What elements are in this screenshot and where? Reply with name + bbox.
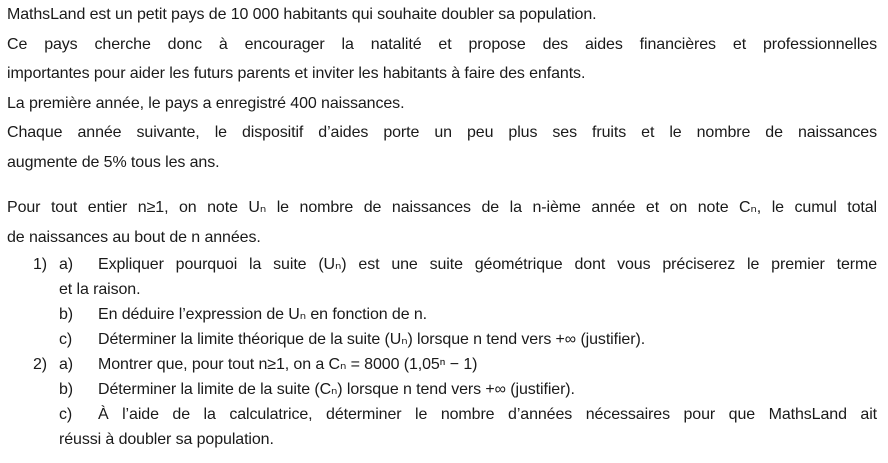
intro-paragraph-1 — [7, 0, 877, 30]
text-line: réussi à doubler sa population. — [59, 431, 274, 448]
question-number: 1) — [33, 256, 48, 273]
text-line — [59, 402, 877, 427]
intro-paragraph-2 — [7, 30, 877, 89]
question-text: Déterminer la limite théorique de la suite (Uₙ) lorsque n tend vers +∞ (justifier). — [98, 331, 646, 348]
question-number: 2) — [33, 356, 48, 373]
question-letter: a) — [59, 356, 74, 373]
question-text: Déterminer la limite de la suite (Cₙ) lorsque n tend vers +∞ (justifier). — [98, 381, 575, 398]
question-list — [7, 252, 877, 452]
question-item-2a — [7, 352, 877, 377]
text-line: importantes pour aider les futurs parents et inviter les habitants à faire des enfants. — [7, 65, 586, 82]
question-text: Montrer que, pour tout n≥1, on a Cₙ = 8000 (1,05ⁿ − 1) — [98, 356, 478, 373]
text-line: et la raison. — [59, 281, 141, 298]
notation-paragraph — [7, 193, 877, 252]
text-line: La première année, le pays a enregistré 400 naissances. — [7, 94, 405, 112]
question-text: À l’aide de la calculatrice, déterminer le nombre d’années nécessaires pour que MathsLand ait — [98, 406, 877, 423]
text-line — [59, 377, 877, 402]
text-line: augmente de 5% tous les ans. — [7, 153, 220, 171]
text-line — [59, 302, 877, 327]
text-line: Chaque année suivante, le dispositif d’aides porte un peu plus ses fruits et le nombre de naissances — [7, 124, 877, 141]
question-letter: a) — [59, 256, 74, 273]
text-line: de naissances au bout de n années. — [7, 228, 261, 246]
text-line: Ce pays cherche donc à encourager la natalité et propose des aides financières et professionnelles — [7, 35, 877, 53]
text-line — [59, 327, 877, 352]
question-item-2c — [7, 402, 877, 452]
text-line: MathsLand est un petit pays de 10 000 habitants qui souhaite doubler sa population. — [7, 6, 597, 23]
question-text: En déduire l’expression de Uₙ en fonction de n. — [98, 306, 427, 323]
question-item-1b — [7, 302, 877, 327]
question-letter: c) — [59, 406, 73, 423]
text-line: Pour tout entier n≥1, on note Uₙ le nombre de naissances de la n-ième année et on note Cₙ, le cumul total — [7, 199, 877, 216]
question-letter: c) — [59, 331, 73, 348]
question-item-1c — [7, 327, 877, 352]
blank-line — [7, 177, 877, 193]
intro-paragraph-3 — [7, 89, 877, 119]
text-line — [59, 352, 877, 377]
question-item-2b — [7, 377, 877, 402]
intro-paragraph-4 — [7, 118, 877, 177]
question-item-1a — [7, 252, 877, 302]
question-text: Expliquer pourquoi la suite (Uₙ) est une suite géométrique dont vous préciserez le premier terme — [98, 256, 877, 273]
text-line — [59, 252, 877, 277]
question-letter: b) — [59, 306, 74, 323]
question-letter: b) — [59, 381, 74, 398]
